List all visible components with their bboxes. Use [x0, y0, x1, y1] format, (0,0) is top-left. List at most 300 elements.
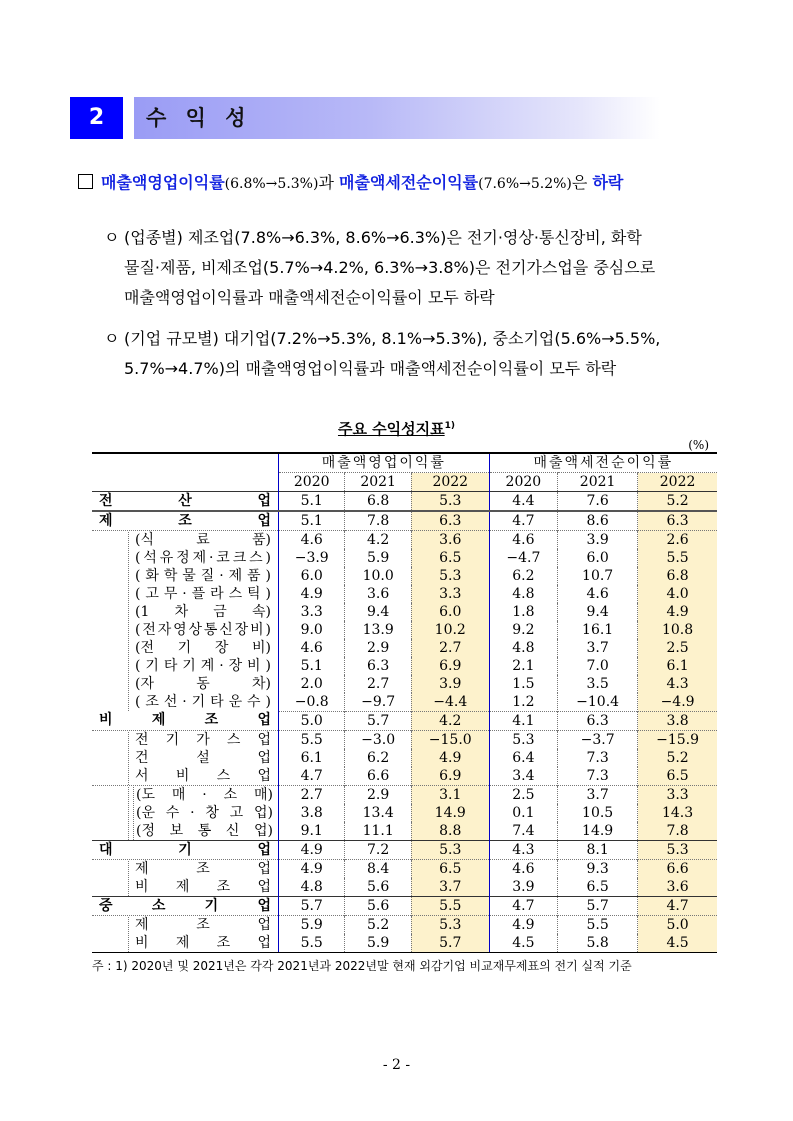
row-label — [92, 675, 279, 693]
value-cell: 5.9 — [345, 549, 411, 567]
value-cell: 7.3 — [558, 767, 638, 786]
label-char: 비 — [175, 767, 190, 784]
label-char: 틱 — [247, 585, 261, 602]
label-char: 기 — [165, 731, 180, 748]
label-char: 스 — [216, 767, 231, 784]
table-row — [92, 639, 717, 657]
label-char: 전 — [142, 621, 156, 638]
label-char: 동 — [196, 675, 210, 692]
value-cell: 1.5 — [489, 675, 557, 693]
table-row — [92, 621, 717, 639]
value-cell: 3.8 — [279, 804, 345, 822]
value-cell: 2.1 — [489, 657, 557, 675]
value-cell: 1.2 — [489, 693, 557, 712]
label-char: 제 — [99, 512, 113, 529]
value-cell: −3.9 — [279, 549, 345, 567]
value-cell: 4.6 — [279, 639, 345, 657]
row-label — [92, 639, 279, 657]
label-char: 차) — [252, 675, 271, 692]
label-char: 타 — [163, 657, 178, 674]
label-char: 제 — [135, 860, 149, 877]
value-cell: −15.9 — [638, 731, 717, 750]
label-char: 계 — [200, 657, 215, 674]
value-cell: 6.1 — [638, 657, 717, 675]
value-cell: 3.9 — [411, 675, 489, 693]
value-cell: 9.4 — [345, 603, 411, 621]
label-char: 라 — [210, 585, 224, 602]
label-char: 기 — [145, 657, 159, 674]
label-char: 비 — [99, 712, 113, 729]
value-cell: 3.3 — [638, 786, 717, 805]
label-char: 신 — [219, 621, 233, 638]
value-cell: 6.5 — [411, 549, 489, 567]
value-cell: 4.3 — [489, 841, 557, 860]
label-char: 업 — [257, 916, 271, 933]
value-cell: 3.7 — [558, 786, 638, 805]
value-cell: 4.9 — [279, 585, 345, 603]
label-char: 물 — [182, 567, 196, 584]
footnote-marker: 1) — [444, 421, 456, 431]
row-label — [92, 531, 279, 550]
label-char: 업 — [257, 512, 271, 529]
label-char: 조 — [178, 512, 192, 529]
value-cell: 5.9 — [279, 916, 345, 935]
label-char: 코 — [216, 549, 230, 566]
label-char: 기 — [178, 841, 192, 858]
value-cell: 5.7 — [558, 897, 638, 916]
label-char: 업 — [257, 860, 271, 877]
value-cell: −3.0 — [345, 731, 411, 750]
label-char: 기 — [182, 657, 196, 674]
label-char: 금 — [213, 603, 227, 620]
label-char: 업 — [257, 841, 271, 858]
value-cell: 5.1 — [279, 657, 345, 675]
value-cell: 6.5 — [411, 860, 489, 879]
summary-fragment: 은 — [571, 173, 593, 192]
emphasis-term: 매출액세전순이익률 — [339, 173, 479, 192]
label-char: 가 — [196, 731, 210, 748]
value-cell: 5.3 — [411, 841, 489, 860]
table-title — [0, 418, 793, 439]
label-char: 질 — [200, 567, 215, 584]
value-cell: 3.7 — [411, 878, 489, 897]
label-char: 장 — [234, 621, 249, 638]
summary-fragment: (6.8%→5.3%) — [224, 176, 319, 192]
year-header: 2020 — [489, 473, 557, 492]
label-char: 기 — [177, 639, 192, 656]
summary-fragment: 과 — [318, 173, 339, 192]
label-char: 통 — [203, 621, 218, 638]
label-char: 매) — [253, 786, 273, 803]
label-char: 업 — [257, 731, 271, 748]
label-char: 업 — [257, 712, 271, 729]
label-char: 영 — [173, 621, 187, 638]
value-cell: 4.8 — [489, 639, 557, 657]
bullet-firm-size — [104, 324, 724, 384]
row-label — [92, 934, 279, 953]
value-cell: 4.8 — [489, 585, 557, 603]
value-cell: 6.1 — [279, 749, 345, 767]
value-cell: 5.5 — [558, 916, 638, 935]
row-label — [92, 603, 279, 621]
value-cell: 14.9 — [558, 822, 638, 841]
bullet-text: (기업 규모별) 대기업(7.2%→5.3%, 8.1%→5.3%), 중소기업(5.6%→5.5%, — [124, 329, 661, 348]
value-cell: 4.8 — [279, 878, 345, 897]
section-number: 2 — [70, 97, 123, 139]
year-header: 2021 — [345, 473, 411, 492]
value-cell: 0.1 — [489, 804, 557, 822]
value-cell: 7.4 — [489, 822, 557, 841]
label-char: (정 — [136, 822, 155, 839]
checkbox-square-icon — [78, 174, 93, 189]
row-label — [92, 897, 279, 916]
value-cell: 9.1 — [279, 822, 345, 841]
label-char: 품 — [247, 567, 261, 584]
label-char: ) — [265, 549, 271, 566]
value-cell: 8.8 — [411, 822, 489, 841]
summary-line — [78, 168, 738, 199]
label-char: 조 — [216, 934, 231, 951]
table-row — [92, 657, 717, 675]
value-cell: 5.3 — [638, 841, 717, 860]
value-cell: 10.7 — [558, 567, 638, 585]
label-char: (전 — [135, 639, 154, 656]
value-cell: 9.2 — [489, 621, 557, 639]
value-cell: 5.0 — [279, 712, 345, 731]
label-char: 비) — [251, 639, 271, 656]
label-char: 서 — [135, 767, 149, 784]
label-char: 업 — [257, 897, 271, 914]
value-cell: 6.4 — [489, 749, 557, 767]
label-char: 비 — [135, 878, 149, 895]
value-cell: 5.2 — [638, 492, 717, 512]
label-char: 정 — [176, 549, 190, 566]
label-char: 제 — [175, 878, 190, 895]
group-header-operating: 매출액영업이익률 — [279, 453, 490, 473]
label-char: 품) — [252, 531, 271, 548]
label-char: ( — [135, 567, 141, 584]
value-cell: 4.7 — [638, 897, 717, 916]
value-cell: 2.5 — [638, 639, 717, 657]
value-cell: −0.8 — [279, 693, 345, 712]
row-label — [92, 860, 279, 879]
row-label — [92, 841, 279, 860]
table-title-text: 주요 수익성지표 — [337, 420, 445, 438]
summary-text — [101, 173, 623, 192]
row-label — [92, 749, 279, 767]
value-cell: 4.6 — [489, 531, 557, 550]
value-cell: −4.7 — [489, 549, 557, 567]
table-row — [92, 549, 717, 567]
table-row — [92, 693, 717, 712]
row-label — [92, 916, 279, 935]
table-row — [92, 492, 717, 512]
row-label — [92, 492, 279, 512]
value-cell: 9.4 — [558, 603, 638, 621]
label-char: (도 — [136, 786, 155, 803]
value-cell: 2.7 — [345, 675, 411, 693]
value-cell: 3.5 — [558, 675, 638, 693]
label-char: 설 — [196, 749, 210, 766]
label-char: 제 — [192, 549, 207, 566]
value-cell: 6.2 — [345, 749, 411, 767]
label-char: 료 — [196, 531, 210, 548]
value-cell: 10.2 — [411, 621, 489, 639]
label-char: (1 — [135, 603, 150, 620]
label-char: 자 — [157, 621, 172, 638]
value-cell: 4.6 — [558, 585, 638, 603]
label-char: (운 — [136, 804, 155, 821]
label-char: 플 — [191, 585, 206, 602]
value-cell: 3.3 — [411, 585, 489, 603]
label-char: · — [208, 549, 214, 566]
value-cell: 6.2 — [489, 567, 557, 585]
group-header-pretax: 매출액세전순이익률 — [489, 453, 717, 473]
label-char: 전 — [135, 731, 149, 748]
label-char: · — [219, 567, 224, 584]
emphasis-term: 매출액영업이익률 — [101, 173, 225, 192]
row-label — [92, 822, 279, 841]
label-char: 장 — [228, 657, 243, 674]
label-char: 차 — [174, 603, 189, 620]
label-char: 보 — [169, 822, 184, 839]
value-cell: 3.6 — [411, 531, 489, 550]
value-cell: 4.9 — [638, 603, 717, 621]
table-unit: (%) — [688, 438, 709, 452]
value-cell: 5.5 — [411, 897, 489, 916]
value-cell: 4.7 — [489, 511, 557, 531]
table-row — [92, 603, 717, 621]
table-row — [92, 878, 717, 897]
value-cell: 3.6 — [345, 585, 411, 603]
value-cell: 6.0 — [411, 603, 489, 621]
value-cell: 3.8 — [638, 712, 717, 731]
bullet-line — [104, 324, 724, 354]
value-cell: 5.7 — [345, 712, 411, 731]
row-label — [92, 585, 279, 603]
value-cell: −10.4 — [558, 693, 638, 712]
label-char: ) — [265, 621, 271, 638]
table-row — [92, 786, 717, 805]
value-cell: 5.6 — [345, 897, 411, 916]
value-cell: 11.1 — [345, 822, 411, 841]
value-cell: 5.0 — [638, 916, 717, 935]
label-char: 업 — [257, 492, 271, 509]
table-row — [92, 731, 717, 750]
value-cell: 4.9 — [489, 916, 557, 935]
value-cell: 14.9 — [411, 804, 489, 822]
value-cell: 4.2 — [411, 712, 489, 731]
label-char: 비 — [247, 657, 261, 674]
row-label — [92, 786, 279, 805]
label-char: (자 — [135, 675, 154, 692]
row-label — [92, 804, 279, 822]
table-row — [92, 822, 717, 841]
table-row — [92, 749, 717, 767]
label-char: 소 — [151, 897, 166, 914]
bullet-line — [104, 223, 724, 253]
table-row — [92, 675, 717, 693]
row-label — [92, 878, 279, 897]
value-cell: 16.1 — [558, 621, 638, 639]
value-cell: 5.3 — [411, 567, 489, 585]
value-cell: 4.6 — [279, 531, 345, 550]
table-footnote: 주 : 1) 2020년 및 2021년은 각각 2021년과 2022년말 현재 외감기업 비교재무제표의 전기 실적 기준 — [92, 959, 632, 973]
bullet-industry — [104, 223, 724, 313]
value-cell: 6.6 — [345, 767, 411, 786]
year-header: 2022 — [411, 473, 489, 492]
row-label — [92, 657, 279, 675]
value-cell: 2.7 — [411, 639, 489, 657]
label-char: 대 — [99, 841, 113, 858]
bullet-line: 매출액영업이익률과 매출액세전순이익률이 모두 하락 — [124, 288, 495, 307]
value-cell: 7.8 — [345, 511, 411, 531]
circle-bullet-icon: ㅇ — [104, 228, 120, 247]
value-cell: 6.0 — [279, 567, 345, 585]
label-char: 조 — [196, 860, 210, 877]
value-cell: 7.0 — [558, 657, 638, 675]
label-char: 화 — [145, 567, 159, 584]
label-char: (식 — [135, 531, 154, 548]
value-cell: 5.7 — [411, 934, 489, 953]
value-cell: −9.7 — [345, 693, 411, 712]
value-cell: 3.1 — [411, 786, 489, 805]
row-label — [92, 693, 279, 712]
year-header: 2022 — [638, 473, 717, 492]
section-title-bar — [134, 97, 660, 139]
value-cell: 4.9 — [279, 841, 345, 860]
label-char: 기 — [204, 897, 219, 914]
value-cell: 5.6 — [345, 878, 411, 897]
label-char: ) — [265, 585, 271, 602]
label-char: 중 — [99, 897, 113, 914]
value-cell: 6.5 — [638, 767, 717, 786]
label-char: 스 — [226, 731, 241, 748]
label-char: 상 — [188, 621, 203, 638]
circle-bullet-icon: ㅇ — [104, 329, 120, 348]
label-char: · — [182, 585, 187, 602]
label-char: 제 — [228, 567, 243, 584]
value-cell: 6.5 — [558, 878, 638, 897]
row-label — [92, 712, 279, 731]
value-cell: 5.5 — [638, 549, 717, 567]
value-cell: 5.3 — [411, 492, 489, 512]
value-cell: 13.4 — [345, 804, 411, 822]
value-cell: 6.0 — [558, 549, 638, 567]
table-row — [92, 585, 717, 603]
value-cell: 6.3 — [558, 712, 638, 731]
value-cell: 14.3 — [638, 804, 717, 822]
label-char: 조 — [204, 712, 219, 729]
table-row — [92, 916, 717, 935]
label-char: 수 — [247, 693, 261, 710]
label-char: 기 — [191, 693, 206, 710]
value-cell: 4.1 — [489, 712, 557, 731]
header-blank — [92, 453, 279, 492]
table-row — [92, 841, 717, 860]
value-cell: 7.2 — [345, 841, 411, 860]
row-label — [92, 621, 279, 639]
value-cell: 4.5 — [489, 934, 557, 953]
row-label — [92, 767, 279, 786]
value-cell: 2.9 — [345, 786, 411, 805]
label-char: 장 — [214, 639, 229, 656]
value-cell: −4.9 — [638, 693, 717, 712]
value-cell: 13.9 — [345, 621, 411, 639]
table-row — [92, 511, 717, 531]
value-cell: 4.0 — [638, 585, 717, 603]
value-cell: 4.4 — [489, 492, 557, 512]
label-char: · — [190, 804, 195, 821]
value-cell: 2.0 — [279, 675, 345, 693]
value-cell: 5.1 — [279, 511, 345, 531]
label-char: 선 — [163, 693, 178, 710]
bullet-text: (업종별) 제조업(7.8%→6.3%, 8.6%→6.3%)은 전기·영상·통신장비, 화학 — [124, 228, 642, 247]
profitability-table — [92, 452, 717, 953]
label-char: 건 — [135, 749, 149, 766]
label-char: 통 — [197, 822, 212, 839]
value-cell: −15.0 — [411, 731, 489, 750]
label-char: 비 — [135, 934, 149, 951]
value-cell: 7.3 — [558, 749, 638, 767]
value-cell: 3.4 — [489, 767, 557, 786]
label-char: 학 — [163, 567, 178, 584]
value-cell: 2.9 — [345, 639, 411, 657]
value-cell: 5.2 — [638, 749, 717, 767]
table-row — [92, 897, 717, 916]
value-cell: 7.8 — [638, 822, 717, 841]
summary-fragment: (7.6%→5.2%) — [478, 176, 572, 192]
label-char: 제 — [175, 934, 190, 951]
label-char: 창 — [205, 804, 219, 821]
label-char: ( — [135, 549, 141, 566]
value-cell: 8.4 — [345, 860, 411, 879]
section-title: 수 익 성 — [146, 106, 252, 130]
label-char: 업) — [253, 822, 273, 839]
value-cell: 4.7 — [279, 767, 345, 786]
value-cell: 5.1 — [279, 492, 345, 512]
value-cell: 3.9 — [489, 878, 557, 897]
value-cell: 3.3 — [279, 603, 345, 621]
value-cell: 3.7 — [558, 639, 638, 657]
value-cell: 6.3 — [345, 657, 411, 675]
value-cell: 6.8 — [345, 492, 411, 512]
label-char: 고 — [229, 804, 244, 821]
label-char: ) — [265, 567, 271, 584]
row-label — [92, 731, 279, 750]
label-char: 속) — [252, 603, 271, 620]
label-char: ( — [135, 621, 141, 638]
value-cell: −3.7 — [558, 731, 638, 750]
value-cell: 4.9 — [279, 860, 345, 879]
label-char: 업 — [257, 878, 271, 895]
value-cell: 6.8 — [638, 567, 717, 585]
label-char: 스 — [228, 585, 243, 602]
value-cell: 3.9 — [558, 531, 638, 550]
value-cell: 9.0 — [279, 621, 345, 639]
value-cell: 4.7 — [489, 897, 557, 916]
section-header — [70, 97, 660, 139]
value-cell: 8.1 — [558, 841, 638, 860]
label-char: 산 — [178, 492, 192, 509]
label-char: ) — [265, 693, 271, 710]
label-char: 고 — [145, 585, 159, 602]
label-char: 크 — [232, 549, 247, 566]
table-row — [92, 567, 717, 585]
label-char: 조 — [196, 916, 210, 933]
table-row — [92, 767, 717, 786]
value-cell: 6.3 — [638, 511, 717, 531]
